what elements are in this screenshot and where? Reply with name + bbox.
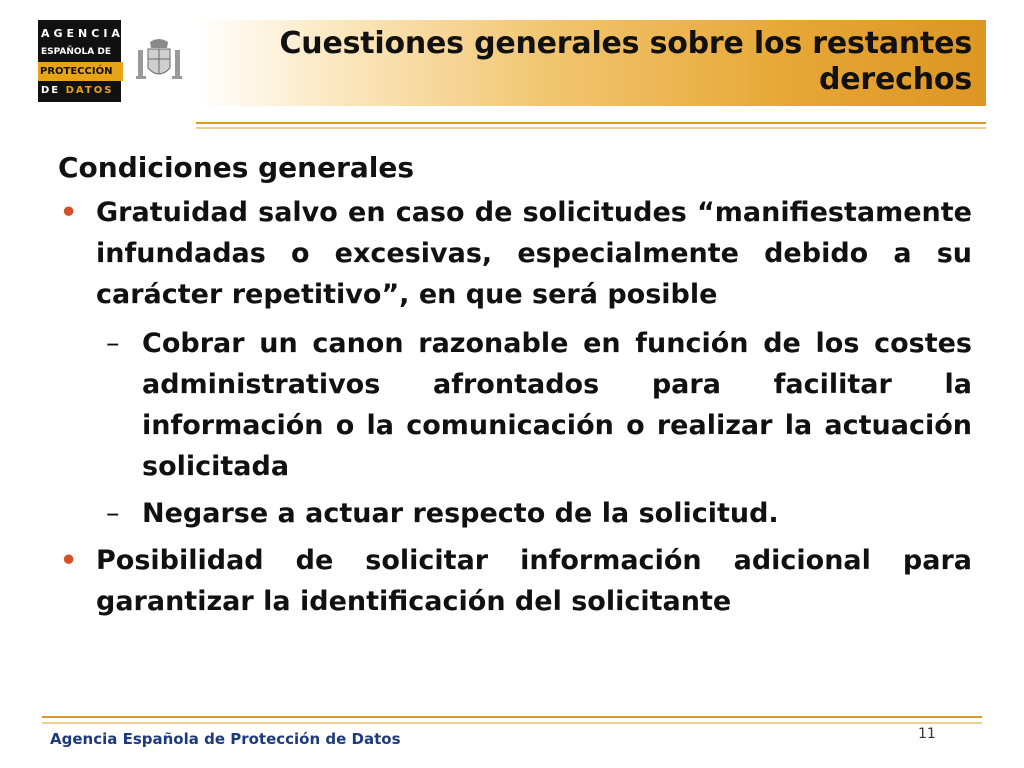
sub-bullet-text: Negarse a actuar respecto de la solicitud.	[142, 498, 779, 529]
bullet-text: Posibilidad de solicitar información adicional para garantizar la identificación del solicitante	[96, 545, 972, 617]
page-number: 11	[918, 726, 936, 742]
logo-line-1: AGENCIA	[41, 27, 124, 40]
coat-of-arms-icon	[134, 36, 184, 84]
footer-divider-secondary	[42, 722, 982, 724]
title-band	[196, 20, 986, 106]
header-divider-secondary	[196, 127, 986, 129]
sub-bullet-item	[58, 323, 972, 487]
sub-bullet-marker: –	[106, 328, 120, 359]
sub-bullet-text: Cobrar un canon razonable en función de los costes administrativos afrontados para facilitar la información o la comunicación o realizar la actuación solicitada	[142, 328, 972, 482]
section-heading: Condiciones generales	[58, 151, 415, 184]
bullet-text: Gratuidad salvo en caso de solicitudes “manifiestamente infundadas o excesivas, especialmente debido a su carácter repetitivo”, en que será posible	[96, 197, 972, 310]
logo-line-4	[41, 81, 118, 100]
page-title: Cuestiones generales sobre los restantes derechos	[279, 26, 972, 97]
logo-line-2: ESPAÑOLA DE	[41, 47, 112, 57]
footer-organization: Agencia Española de Protección de Datos	[50, 730, 401, 748]
bullet-marker: •	[60, 545, 78, 576]
header-divider	[196, 122, 986, 124]
logo-line-4-de: DE	[41, 85, 61, 96]
bullet-item	[58, 192, 972, 315]
bullet-marker: •	[60, 197, 78, 228]
footer-divider	[42, 716, 982, 718]
sub-bullet-marker: –	[106, 498, 120, 529]
slide-content	[58, 150, 972, 622]
bullet-item	[58, 540, 972, 622]
logo-line-4-datos: DATOS	[65, 85, 114, 96]
sub-bullet-item	[58, 493, 972, 534]
logo-line-3: PROTECCIÓN	[38, 62, 123, 81]
aepd-logo	[38, 20, 124, 102]
